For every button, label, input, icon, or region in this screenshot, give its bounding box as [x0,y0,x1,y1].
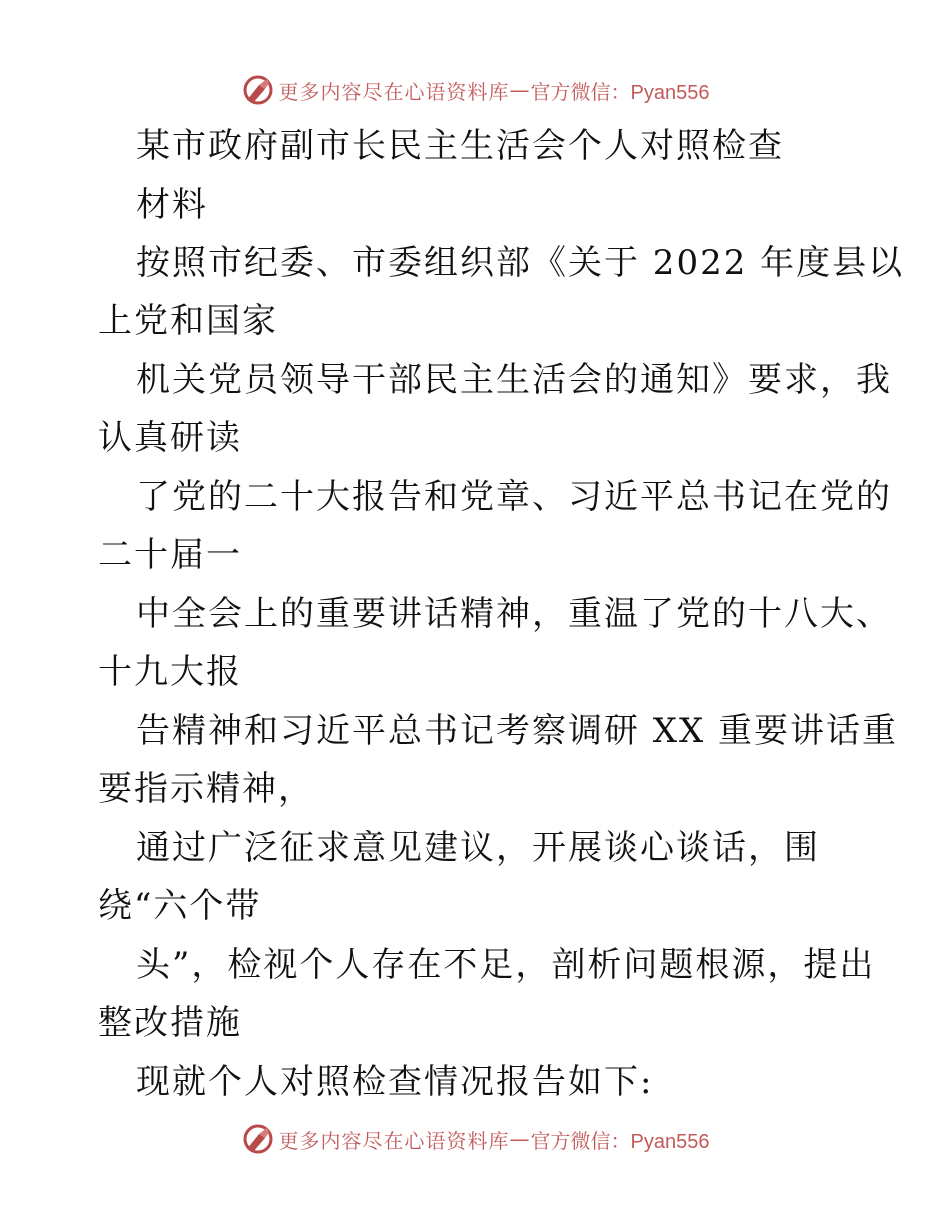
paragraph-line: 机关党员领导干部民主生活会的通知》要求，我 [136,360,892,400]
paragraph-line: 上党和国家 [98,301,278,341]
pen-nib-circle-icon [241,1122,275,1156]
title-line-2: 材料 [136,185,208,225]
watermark-contact: 官方微信：Pyan556 [530,81,710,104]
paragraph-line: 绕“六个带 [98,886,262,926]
title-line-1: 某市政府副市长民主生活会个人对照检查 [136,126,784,166]
paragraph-line: 十九大报 [98,652,242,692]
paragraph-line: 现就个人对照检查情况报告如下: [136,1062,654,1102]
paragraph-line: 告精神和习近平总书记考察调研 XX 重要讲话重 [136,711,899,751]
paragraph-line: 认真研读 [98,418,242,458]
paragraph-line: 按照市纪委、市委组织部《关于 2022 年度县以 [136,243,905,283]
watermark-separator: — [509,78,531,102]
watermark-header [0,72,950,108]
paragraph-line: 头”，检视个人存在不足，剖析问题根源，提出 [136,945,876,985]
paragraph-line: 整改措施 [98,1003,242,1043]
watermark-footer [0,1121,950,1157]
watermark-text: 更多内容尽在心语资料库 [278,79,510,104]
paragraph-line: 中全会上的重要讲话精神，重温了党的十八大、 [136,594,892,634]
pen-nib-circle-icon [241,73,275,107]
paragraph-line: 通过广泛征求意见建议，开展谈心谈话，围 [136,828,820,868]
watermark-text: 更多内容尽在心语资料库 [278,1128,510,1153]
watermark-separator: — [509,1127,531,1151]
paragraph-line: 二十届一 [98,535,242,575]
watermark-contact: 官方微信：Pyan556 [530,1130,710,1153]
paragraph-line: 了党的二十大报告和党章、习近平总书记在党的 [136,477,892,517]
paragraph-line: 要指示精神， [98,769,314,809]
